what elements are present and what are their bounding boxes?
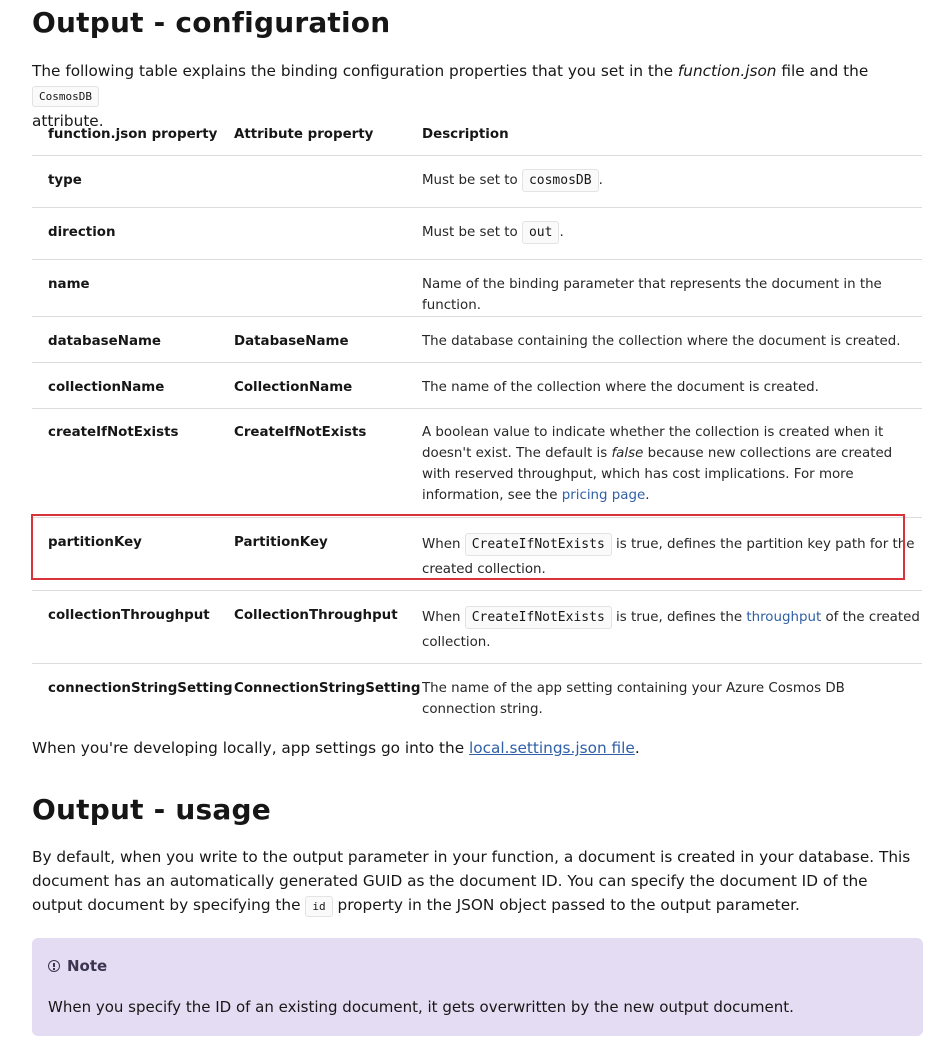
table-row-direction: [32, 208, 922, 260]
cell-prop: collectionThroughput: [48, 608, 210, 623]
desc-text: .: [645, 488, 650, 503]
config-table: [32, 115, 922, 730]
header-attribute-property: Attribute property: [234, 127, 374, 142]
pricing-page-link[interactable]: pricing page: [561, 488, 646, 503]
local-settings-note: [32, 736, 912, 760]
cell-prop: createIfNotExists: [48, 425, 179, 440]
table-row-partition-key: [32, 518, 922, 591]
cell-attr: [218, 156, 406, 208]
cell-prop: collectionName: [48, 380, 165, 395]
usage-text: property in the JSON object passed to the output parameter.: [332, 896, 800, 914]
throughput-link[interactable]: throughput: [746, 610, 822, 625]
table-row-database-name: [32, 317, 922, 363]
cell-desc: [406, 518, 922, 591]
local-settings-json-link[interactable]: local.settings.json file: [469, 739, 635, 757]
note-body: When you specify the ID of an existing document, it gets overwritten by the new output document.: [48, 998, 794, 1016]
table-header-row: [32, 115, 922, 156]
note-callout: [32, 938, 923, 1036]
intro-text-1: The following table explains the binding configuration properties that you set in the: [32, 62, 678, 80]
desc-code: CreateIfNotExists: [465, 533, 612, 556]
cell-desc: Name of the binding parameter that represents the document in the function.: [422, 277, 882, 313]
cell-prop: name: [48, 277, 90, 292]
cell-attr: PartitionKey: [234, 535, 328, 550]
desc-text: is true, defines the partition key path for the created collection.: [422, 537, 915, 577]
note-title-text: Note: [67, 957, 108, 975]
desc-text: When: [422, 610, 465, 625]
cell-prop: partitionKey: [48, 535, 142, 550]
cell-desc: The name of the collection where the document is created.: [422, 380, 819, 395]
table-row-collection-throughput: [32, 591, 922, 664]
table-row-collection-name: [32, 363, 922, 409]
usage-code-id: id: [305, 896, 332, 917]
desc-text: .: [559, 225, 564, 240]
local-note-text: When you're developing locally, app settings go into the: [32, 739, 469, 757]
header-description: Description: [422, 127, 509, 142]
cell-desc: The name of the app setting containing your Azure Cosmos DB connection string.: [422, 681, 845, 717]
cell-prop: type: [48, 173, 82, 188]
cell-attr: DatabaseName: [234, 334, 349, 349]
table-row-create-if-not-exists: [32, 409, 922, 518]
desc-text: of the created collection.: [422, 610, 920, 650]
cell-attr: ConnectionStringSetting: [234, 681, 421, 696]
usage-heading: Output - usage: [32, 793, 271, 826]
intro-file-name: function.json: [677, 62, 777, 80]
info-circle-icon: [48, 960, 60, 972]
desc-code: out: [522, 221, 559, 244]
cell-desc: [406, 409, 922, 518]
intro-text-3: attribute.: [32, 112, 104, 130]
desc-text: When: [422, 537, 465, 552]
intro-text-2: file and the: [776, 62, 869, 80]
intro-code-cosmosdb: CosmosDB: [32, 86, 99, 107]
note-title: [48, 957, 107, 975]
cell-desc: [406, 591, 922, 664]
table-row-type: [32, 156, 922, 208]
cell-attr: CollectionThroughput: [234, 608, 398, 623]
usage-paragraph: [32, 845, 917, 919]
cell-desc: The database containing the collection where the document is created.: [422, 334, 901, 349]
desc-text: .: [598, 173, 603, 188]
config-heading: Output - configuration: [32, 6, 391, 39]
desc-text: Must be set to: [422, 173, 522, 188]
cell-attr: CollectionName: [234, 380, 353, 395]
desc-text: A boolean value to indicate whether the collection is created when it doesn't exist. The default is: [422, 425, 884, 461]
table-row-connection-string-setting: [32, 664, 922, 730]
cell-prop: direction: [48, 225, 116, 240]
desc-code: cosmosDB: [522, 169, 599, 192]
header-function-json-property: function.json property: [48, 127, 218, 142]
desc-text: is true, defines the: [611, 610, 747, 625]
cell-attr: [218, 260, 406, 317]
cell-prop: databaseName: [48, 334, 162, 349]
cell-desc: [406, 156, 922, 208]
desc-text: Must be set to: [422, 225, 522, 240]
cell-prop: connectionStringSetting: [48, 681, 233, 696]
usage-text: By default, when you write to the output parameter in your function, a document is created in your database. This document has an automatically generated GUID as the document ID. You can specify the document ID of the output document by specifying the: [32, 848, 911, 914]
cell-attr: [218, 208, 406, 260]
table-row-name: [32, 260, 922, 317]
cell-attr: CreateIfNotExists: [234, 425, 367, 440]
desc-text: because new collections are created with reserved throughput, which has cost implications. For more information, see the: [422, 446, 893, 503]
desc-emphasis: false: [611, 446, 644, 461]
desc-code: CreateIfNotExists: [465, 606, 612, 629]
local-note-text: .: [634, 739, 640, 757]
cell-desc: [406, 208, 922, 260]
